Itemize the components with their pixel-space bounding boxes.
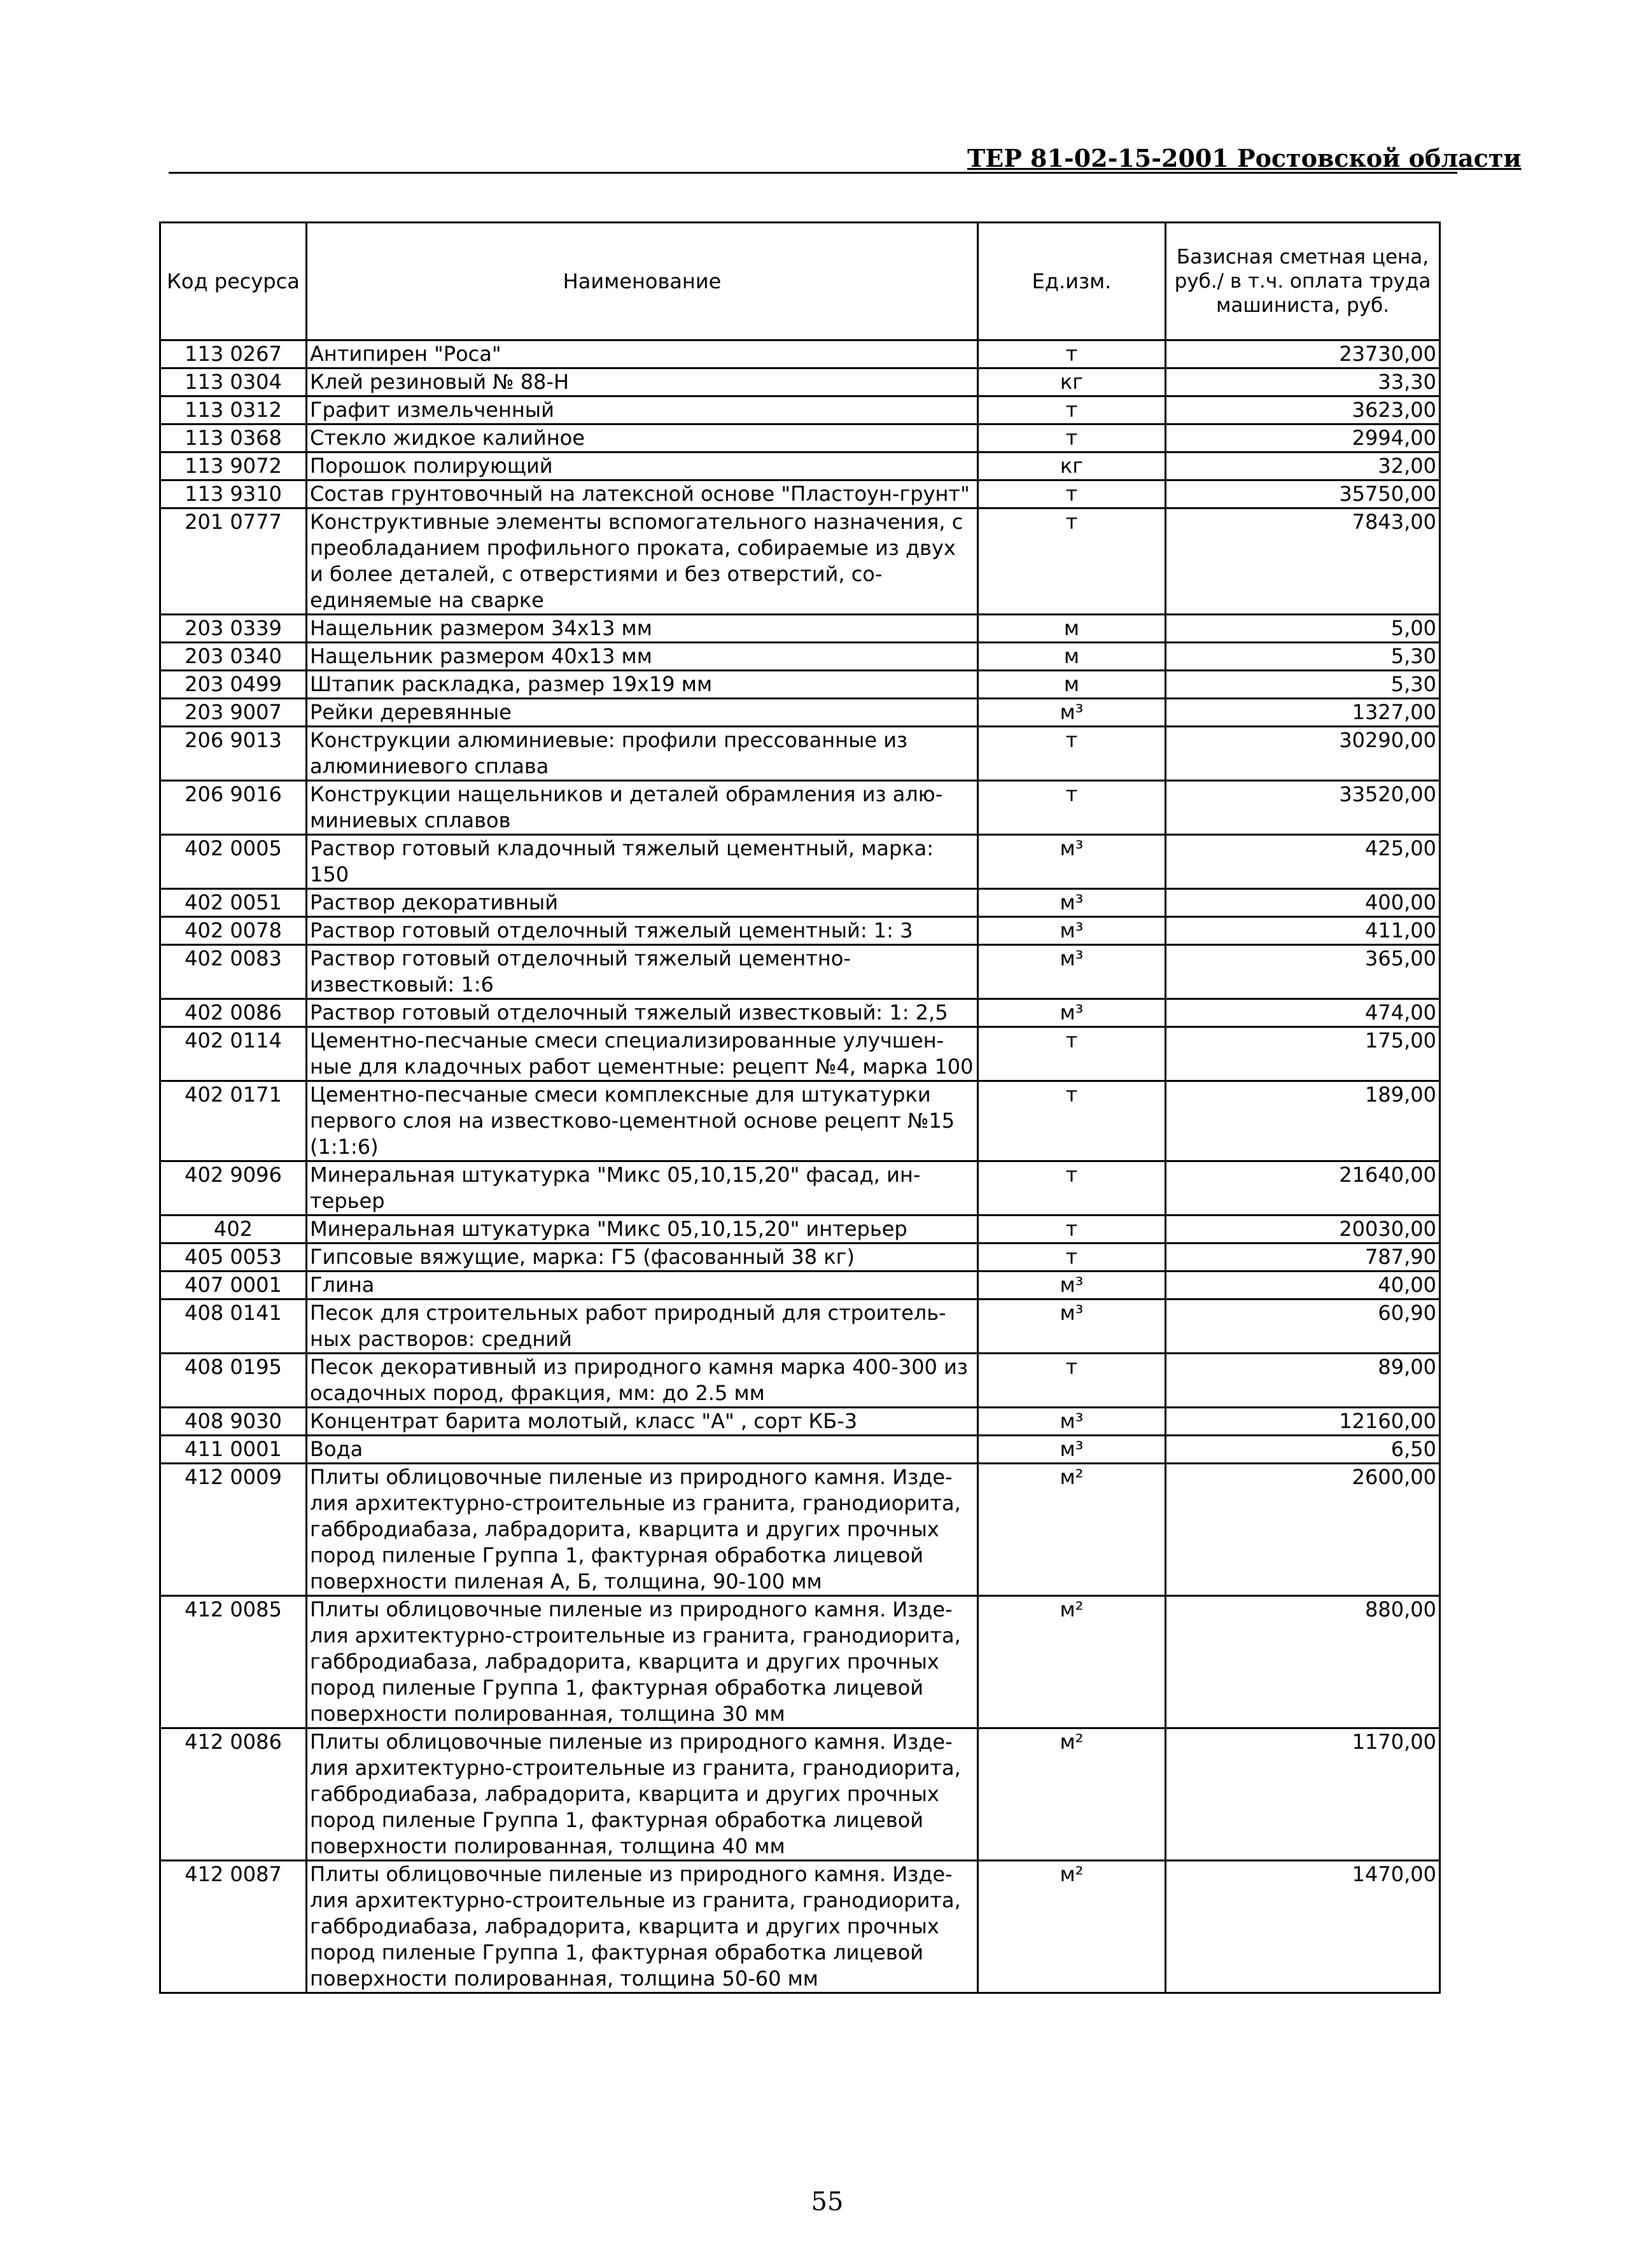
base-price: 32,00 — [1166, 452, 1440, 480]
resource-name: Песок для строительных работ природный для строитель-ных растворов: средний — [307, 1300, 978, 1354]
resource-code: 411 0001 — [160, 1436, 307, 1464]
table-row — [160, 1464, 1440, 1596]
resource-name: Раствор декоративный — [307, 889, 978, 917]
resource-name: Концентрат барита молотый, класс "А" , сорт КБ-3 — [307, 1408, 978, 1436]
document-header-title: ТЕР 81-02-15-2001 Ростовской области — [967, 144, 1522, 172]
resource-name: Гипсовые вяжущие, марка: Г5 (фасованный 38 кг) — [307, 1244, 978, 1272]
resource-name: Конструкции нащельников и деталей обрамления из алю-миниевых сплавов — [307, 781, 978, 835]
unit-of-measure: т — [978, 508, 1166, 615]
unit-of-measure: м³ — [978, 1408, 1166, 1436]
resource-code: 402 0083 — [160, 945, 307, 999]
resource-code: 408 0141 — [160, 1300, 307, 1354]
base-price: 60,90 — [1166, 1300, 1440, 1354]
column-header-code: Код ресурса — [160, 223, 307, 340]
table-row — [160, 368, 1440, 396]
resource-code: 113 0267 — [160, 340, 307, 368]
table-row — [160, 508, 1440, 615]
unit-of-measure: т — [978, 1027, 1166, 1081]
unit-of-measure: м³ — [978, 699, 1166, 727]
table-row — [160, 1216, 1440, 1244]
table-row — [160, 1728, 1440, 1861]
base-price: 5,00 — [1166, 615, 1440, 643]
resource-name: Штапик раскладка, размер 19х19 мм — [307, 671, 978, 699]
unit-of-measure: т — [978, 1216, 1166, 1244]
base-price: 425,00 — [1166, 835, 1440, 889]
unit-of-measure: т — [978, 781, 1166, 835]
resource-name: Раствор готовый отделочный тяжелый известковый: 1: 2,5 — [307, 999, 978, 1027]
base-price: 189,00 — [1166, 1081, 1440, 1161]
base-price: 5,30 — [1166, 643, 1440, 671]
unit-of-measure: кг — [978, 368, 1166, 396]
resource-code: 408 0195 — [160, 1354, 307, 1408]
resource-code: 402 0078 — [160, 917, 307, 945]
resource-name: Конструкции алюминиевые: профили прессованные из алюминиевого сплава — [307, 727, 978, 781]
resource-code: 402 0051 — [160, 889, 307, 917]
table-row — [160, 1161, 1440, 1216]
base-price: 33,30 — [1166, 368, 1440, 396]
resource-code: 408 9030 — [160, 1408, 307, 1436]
resource-code: 203 9007 — [160, 699, 307, 727]
unit-of-measure: т — [978, 727, 1166, 781]
table-row — [160, 615, 1440, 643]
resource-name: Вода — [307, 1436, 978, 1464]
resource-name: Порошок полирующий — [307, 452, 978, 480]
unit-of-measure: м³ — [978, 945, 1166, 999]
column-header-name: Наименование — [307, 223, 978, 340]
table-row — [160, 781, 1440, 835]
table-row — [160, 1436, 1440, 1464]
resource-code: 206 9013 — [160, 727, 307, 781]
resource-code: 113 0368 — [160, 424, 307, 452]
resource-name: Глина — [307, 1272, 978, 1300]
resource-code: 113 9072 — [160, 452, 307, 480]
column-header-price: Базисная сметная цена, руб./ в т.ч. оплата труда машиниста, руб. — [1166, 223, 1440, 340]
resource-code: 405 0053 — [160, 1244, 307, 1272]
resource-code: 113 0312 — [160, 396, 307, 424]
table-row — [160, 396, 1440, 424]
base-price: 12160,00 — [1166, 1408, 1440, 1436]
table-row — [160, 424, 1440, 452]
base-price: 89,00 — [1166, 1354, 1440, 1408]
resource-name: Плиты облицовочные пиленые из природного камня. Изде-лия архитектурно-строительные из гранита, гранодиорита, габбродиабаза, лабрадорита, кварцита и других прочных пород пиленые Группа 1, фактурная обработка лицевой поверхности полированная, толщина 40 мм — [307, 1728, 978, 1861]
base-price: 787,90 — [1166, 1244, 1440, 1272]
unit-of-measure: т — [978, 1161, 1166, 1216]
resource-name: Нащельник размером 34х13 мм — [307, 615, 978, 643]
table-row — [160, 945, 1440, 999]
resource-code: 203 0499 — [160, 671, 307, 699]
base-price: 33520,00 — [1166, 781, 1440, 835]
resource-code: 402 0114 — [160, 1027, 307, 1081]
base-price: 880,00 — [1166, 1596, 1440, 1728]
resource-code: 113 0304 — [160, 368, 307, 396]
base-price: 1470,00 — [1166, 1861, 1440, 1993]
unit-of-measure: м³ — [978, 917, 1166, 945]
base-price: 40,00 — [1166, 1272, 1440, 1300]
resource-name: Раствор готовый кладочный тяжелый цементный, марка: 150 — [307, 835, 978, 889]
base-price: 2994,00 — [1166, 424, 1440, 452]
resource-code: 412 0085 — [160, 1596, 307, 1728]
base-price: 30290,00 — [1166, 727, 1440, 781]
base-price: 411,00 — [1166, 917, 1440, 945]
table-row — [160, 1408, 1440, 1436]
resource-name: Плиты облицовочные пиленые из природного камня. Изде-лия архитектурно-строительные из гранита, гранодиорита, габбродиабаза, лабрадорита, кварцита и других прочных пород пиленые Группа 1, фактурная обработка лицевой поверхности пиленая А, Б, толщина, 90-100 мм — [307, 1464, 978, 1596]
unit-of-measure: т — [978, 396, 1166, 424]
unit-of-measure: т — [978, 424, 1166, 452]
resource-code: 412 0009 — [160, 1464, 307, 1596]
unit-of-measure: м² — [978, 1861, 1166, 1993]
resource-code: 402 — [160, 1216, 307, 1244]
table-row — [160, 340, 1440, 368]
base-price: 35750,00 — [1166, 480, 1440, 508]
base-price: 20030,00 — [1166, 1216, 1440, 1244]
resource-name: Плиты облицовочные пиленые из природного камня. Изде-лия архитектурно-строительные из гранита, гранодиорита, габбродиабаза, лабрадорита, кварцита и других прочных пород пиленые Группа 1, фактурная обработка лицевой поверхности полированная, толщина 50-60 мм — [307, 1861, 978, 1993]
table-row — [160, 1027, 1440, 1081]
base-price: 1327,00 — [1166, 699, 1440, 727]
base-price: 365,00 — [1166, 945, 1440, 999]
table-row — [160, 671, 1440, 699]
base-price: 5,30 — [1166, 671, 1440, 699]
resource-code: 402 0086 — [160, 999, 307, 1027]
table-row — [160, 889, 1440, 917]
resource-name: Плиты облицовочные пиленые из природного камня. Изде-лия архитектурно-строительные из гранита, гранодиорита, габбродиабаза, лабрадорита, кварцита и других прочных пород пиленые Группа 1, фактурная обработка лицевой поверхности полированная, толщина 30 мм — [307, 1596, 978, 1728]
unit-of-measure: т — [978, 1354, 1166, 1408]
header-divider — [169, 172, 1457, 174]
table-header-row — [160, 223, 1440, 340]
resource-name: Нащельник размером 40х13 мм — [307, 643, 978, 671]
resource-code: 402 9096 — [160, 1161, 307, 1216]
base-price: 6,50 — [1166, 1436, 1440, 1464]
resource-name: Конструктивные элементы вспомогательного назначения, с преобладанием профильного проката, собираемые из двух и более деталей, с отверстиями и без отверстий, со-единяемые на сварке — [307, 508, 978, 615]
base-price: 21640,00 — [1166, 1161, 1440, 1216]
resource-name: Цементно-песчаные смеси комплексные для штукатурки первого слоя на известково-цементной основе рецепт №15 (1:1:6) — [307, 1081, 978, 1161]
resource-name: Клей резиновый № 88-Н — [307, 368, 978, 396]
resource-name: Минеральная штукатурка "Микс 05,10,15,20" интерьер — [307, 1216, 978, 1244]
unit-of-measure: т — [978, 1244, 1166, 1272]
resource-name: Раствор готовый отделочный тяжелый цементный: 1: 3 — [307, 917, 978, 945]
unit-of-measure: м — [978, 615, 1166, 643]
resource-name: Стекло жидкое калийное — [307, 424, 978, 452]
base-price: 23730,00 — [1166, 340, 1440, 368]
table-row — [160, 643, 1440, 671]
resource-code: 412 0087 — [160, 1861, 307, 1993]
unit-of-measure: м² — [978, 1596, 1166, 1728]
resource-name: Минеральная штукатурка "Микс 05,10,15,20" фасад, ин-терьер — [307, 1161, 978, 1216]
table-row — [160, 835, 1440, 889]
resource-name: Состав грунтовочный на латексной основе "Пластоун-грунт" — [307, 480, 978, 508]
unit-of-measure: м³ — [978, 1300, 1166, 1354]
table-row — [160, 1300, 1440, 1354]
table-row — [160, 1081, 1440, 1161]
resource-code: 203 0339 — [160, 615, 307, 643]
table-row — [160, 1354, 1440, 1408]
base-price: 400,00 — [1166, 889, 1440, 917]
table-row — [160, 699, 1440, 727]
resource-code: 201 0777 — [160, 508, 307, 615]
table-row — [160, 480, 1440, 508]
unit-of-measure: кг — [978, 452, 1166, 480]
resource-name: Раствор готовый отделочный тяжелый цементно-известковый: 1:6 — [307, 945, 978, 999]
table-row — [160, 1861, 1440, 1993]
unit-of-measure: т — [978, 1081, 1166, 1161]
column-header-unit: Ед.изм. — [978, 223, 1166, 340]
unit-of-measure: м² — [978, 1728, 1166, 1861]
base-price: 474,00 — [1166, 999, 1440, 1027]
resource-code: 113 9310 — [160, 480, 307, 508]
base-price: 7843,00 — [1166, 508, 1440, 615]
table-row — [160, 1244, 1440, 1272]
unit-of-measure: м — [978, 643, 1166, 671]
page-number: 55 — [811, 2187, 844, 2217]
unit-of-measure: м³ — [978, 835, 1166, 889]
table-row — [160, 999, 1440, 1027]
table-row — [160, 1596, 1440, 1728]
base-price: 3623,00 — [1166, 396, 1440, 424]
table-row — [160, 452, 1440, 480]
unit-of-measure: м³ — [978, 999, 1166, 1027]
table-row — [160, 1272, 1440, 1300]
resource-name: Графит измельченный — [307, 396, 978, 424]
table-row — [160, 917, 1440, 945]
unit-of-measure: м² — [978, 1464, 1166, 1596]
resource-name: Цементно-песчаные смеси специализированные улучшен-ные для кладочных работ цементные: рецепт №4, марка 100 — [307, 1027, 978, 1081]
resource-name: Песок декоративный из природного камня марка 400-300 из осадочных пород, фракция, мм: до 2.5 мм — [307, 1354, 978, 1408]
resource-price-table — [159, 221, 1441, 1994]
resource-code: 407 0001 — [160, 1272, 307, 1300]
resource-code: 402 0005 — [160, 835, 307, 889]
resource-code: 206 9016 — [160, 781, 307, 835]
base-price: 175,00 — [1166, 1027, 1440, 1081]
resource-code: 402 0171 — [160, 1081, 307, 1161]
resource-name: Рейки деревянные — [307, 699, 978, 727]
unit-of-measure: м³ — [978, 1272, 1166, 1300]
resource-name: Антипирен "Роса" — [307, 340, 978, 368]
unit-of-measure: т — [978, 340, 1166, 368]
table-row — [160, 727, 1440, 781]
unit-of-measure: м³ — [978, 1436, 1166, 1464]
base-price: 1170,00 — [1166, 1728, 1440, 1861]
unit-of-measure: м³ — [978, 889, 1166, 917]
base-price: 2600,00 — [1166, 1464, 1440, 1596]
unit-of-measure: т — [978, 480, 1166, 508]
resource-code: 412 0086 — [160, 1728, 307, 1861]
resource-code: 203 0340 — [160, 643, 307, 671]
unit-of-measure: м — [978, 671, 1166, 699]
